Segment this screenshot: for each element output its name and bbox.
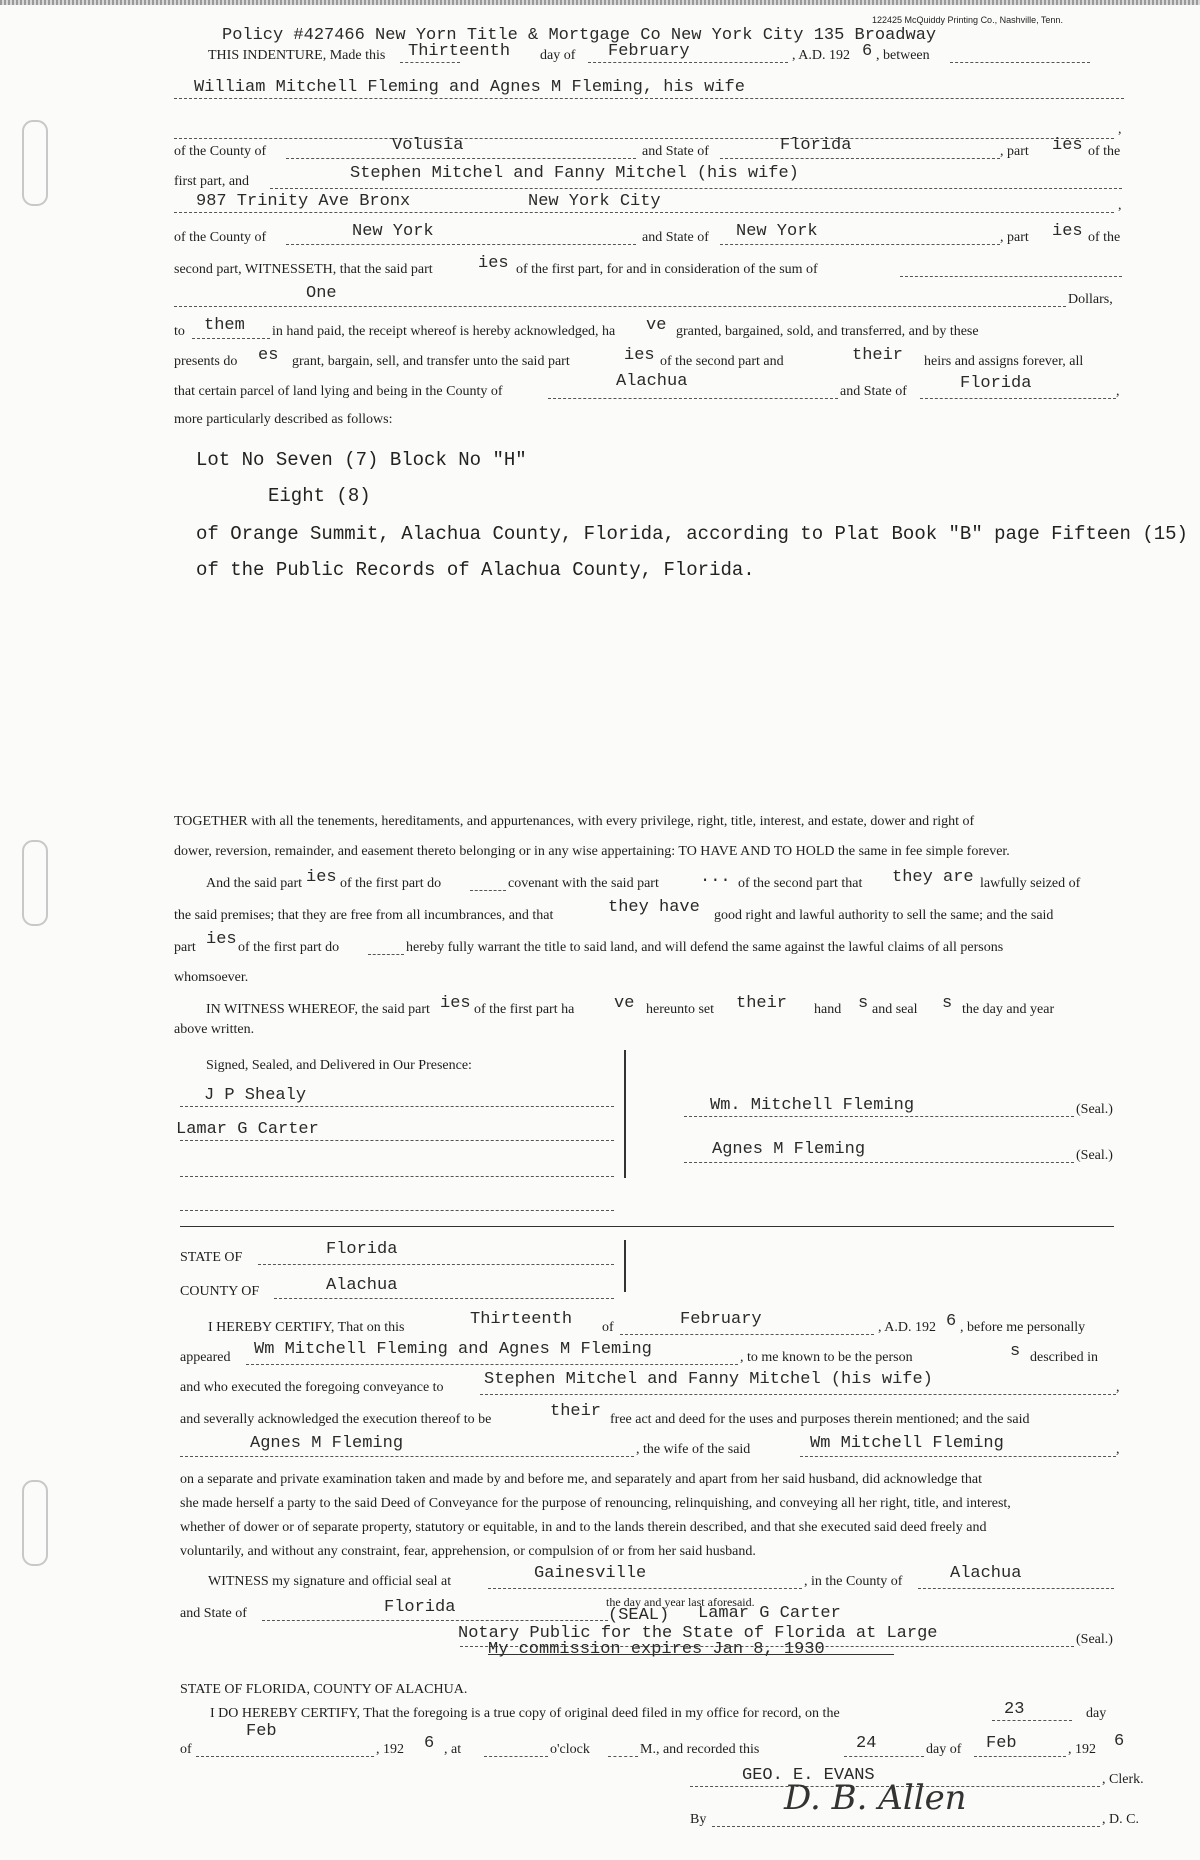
ack-their: their xyxy=(550,1402,602,1421)
ack-w-state: Florida xyxy=(384,1598,456,1617)
cov-2a: the said premises; that they are free from all incumbrances, and that xyxy=(174,908,554,923)
grantees: Stephen Mitchel and Fanny Mitchel (his wife) xyxy=(350,164,799,183)
ack-w3: and State of xyxy=(180,1606,247,1621)
cov-they-are: they are xyxy=(892,868,974,887)
ack-2a: appeared xyxy=(180,1350,231,1365)
record-heading: STATE OF FLORIDA, COUNTY OF ALACHUA. xyxy=(180,1682,468,1697)
commission: My commission expires Jan 8, 1930 xyxy=(488,1640,825,1659)
record-oclock: o'clock xyxy=(550,1742,590,1757)
seal-label-1: (Seal.) xyxy=(1076,1102,1113,1117)
cov-s3: ies xyxy=(206,930,237,949)
indenture-day: Thirteenth xyxy=(408,42,511,61)
ack-w4: the day and year last aforesaid. xyxy=(606,1595,755,1609)
witnesseth-1: second part, WITNESSETH, that the said part xyxy=(174,262,433,277)
presents-1: presents do xyxy=(174,354,238,369)
ack-2b: , to me known to be the person xyxy=(740,1350,913,1365)
ww-1c: hereunto set xyxy=(646,1002,715,1017)
notary-title: Notary Public for the State of Florida at Large xyxy=(458,1624,938,1643)
brace xyxy=(624,1050,626,1178)
county-1: Volusia xyxy=(392,136,464,155)
record-m: M., and recorded this xyxy=(640,1742,760,1757)
seal-label-2: (Seal.) xyxy=(1076,1148,1113,1163)
record-filed-day: 23 xyxy=(1004,1700,1025,1719)
state-2: New York xyxy=(736,222,818,241)
witnesseth-suffix: ies xyxy=(478,254,509,273)
ww-1a: IN WITNESS WHEREOF, the said part xyxy=(206,1002,430,1017)
parcel-state: Florida xyxy=(960,374,1032,393)
parcel-text: that certain parcel of land lying and being in the County of xyxy=(174,384,503,399)
ack-1d: , before me personally xyxy=(960,1320,1086,1335)
indenture-prefix: THIS INDENTURE, Made this xyxy=(208,48,386,63)
record-rec-month: Feb xyxy=(986,1734,1017,1753)
record-rec-day: 24 xyxy=(856,1734,877,1753)
deed-page: 122425 McQuiddy Printing Co., Nashville, Tenn. Policy #427466 New Yorn Title & Mortgage Co New York City 135 Broadway THIS INDENTURE, Made this Thirteenth day of February , A.D. 192 6 , between William Mitchell Fleming and Agnes M Fleming, his wife , of the County of Volusia and State of Florida , part ies of the first part, and Stephen Mitchel and Fanny Mitchel (his wife) 987 Trinity Ave Bronx New York City , of the County of New York and State of New York , part ies of the second part, WITNESSETH, that the said part ies of the first part, for and in consideration of the sum of One Dollars, to them in hand paid, the receipt whereof is hereby acknowledged, ha ve granted, bargained, sold, and transferred, and by these presents do es grant, bargain, sell, and transfer unto the said part ies of the second part and their heirs and assigns forever, all that certain parcel of land lying and being in the County of Alachua and State of Florida , more particularly described as follows: Lot No Seven (7) Block No "H" Eight (8) of Orange Summit, Alachua County, Florida, according to Plat Book "B" page Fifteen (15) of the Public Records of Alachua County, Florida. TOGETHER with all the tenements, hereditaments, and appurtenances, with every privilege, right, title, interest, and estate, dower and right of dower, reversion, remainder, and easement thereto belonging or in any wise appertaining: TO HAVE AND TO HOLD the same in fee simple forever. And the said part ies of the first part do covenant with the said part ... of the second part that they are lawfully seized of the said premises; that they are free from all incumbrances, and that they have good right and lawful authority to sell the same; and the said part ies of the first part do hereby fully warrant the title to said land, and will defend the same against the lawful claims of all persons whomsoever. IN WITNESS WHEREOF, the said part ies of the first part ha ve hereunto set their hand s and seal s the day and year above written. Signed, Sealed, and Delivered in Our Presence: J P Shealy Lamar G Carter Wm. Mitchell Fleming (Seal.) Agnes M Fleming (Seal.) STATE OF Florida COUNTY OF Alachua I HEREBY CERTIFY, That on this Thirteenth of February , A.D. 192 6 , before me personally appeared Wm Mitchell Fleming and Agnes M Fleming , to me known to be the person s described in and who executed the foregoing conveyance to Stephen Mitchel and Fanny Mitchel (his wife) , and severally acknowledged the execution thereof to be their free act and deed for the uses and purposes therein mentioned; and the said Agnes M Fleming , the wife of the said Wm Mitchell Fleming , on a separate and private examination taken and made by and before me, and separately and apart from her said husband, did acknowledge that she made herself a party to the said Deed of Conveyance for the purpose of renouncing, relinquishing, and conveying all her right, title, and interest, whether of dower or of separate property, statutory or equitable, in and to the lands therein described, and that she executed said deed freely and voluntarily, and without any constraint, fear, apprehension, or compulsion of or from her said husband. WITNESS my signature and official seal at Gainesville , in the County of Alachua and State of Florida the day and year last aforesaid. (SEAL) Lamar G Carter Notary Public for the State of Florida at Large (Seal.) My commission expires Jan 8, 1930 STATE OF FLORIDA, COUNTY OF ALACHUA. I DO HEREBY CERTIFY, That the foregoing is a true copy of original deed filed in my office for record, on the 23 day of Feb , 192 6 , at o'clock M., and recorded this 24 day of Feb , 192 6 GEO. E. EVANS , Clerk. By D. B. Allen , D. C. xyxy=(0,0,1200,1860)
printer-mark: 122425 McQuiddy Printing Co., Nashville, Tenn. xyxy=(872,15,1063,25)
ack-wife: Agnes M Fleming xyxy=(250,1434,404,1453)
sum-amount: One xyxy=(306,284,337,303)
deputy-signature: D. B. Allen xyxy=(784,1778,967,1818)
record-year-label: , 192 xyxy=(376,1742,404,1757)
ack-1c: , A.D. 192 xyxy=(878,1320,936,1335)
witnesseth-2: of the first part, for and in consideration of the sum of xyxy=(516,262,818,277)
paid-text-1: in hand paid, the receipt whereof is hereby acknowledged, ha xyxy=(272,324,616,339)
paid-whom: them xyxy=(204,316,245,335)
binder-hole xyxy=(22,1480,48,1566)
between-label: , between xyxy=(876,48,930,63)
indenture-year: 6 xyxy=(862,42,873,61)
together-2: dower, reversion, remainder, and easement thereto belonging or in any wise appertaining: TO HAVE AND TO HOLD the same in fee simple forever. xyxy=(174,844,1010,859)
first-part-label: first part, and xyxy=(174,174,250,189)
ack-4b: free act and deed for the uses and purposes therein mentioned; and the said xyxy=(610,1412,1030,1427)
dollars-label: Dollars, xyxy=(1068,292,1113,307)
binder-hole xyxy=(22,840,48,926)
ack-county-label: COUNTY OF xyxy=(180,1284,260,1299)
county-label-1: of the County of xyxy=(174,144,267,159)
paid-text-2: granted, bargained, sold, and transferred, and by these xyxy=(676,324,979,339)
by-label: By xyxy=(690,1812,707,1827)
seal-label-3: (Seal.) xyxy=(1076,1632,1113,1647)
ack-place: Gainesville xyxy=(534,1564,647,1583)
witness-1: J P Shealy xyxy=(204,1086,307,1105)
ww-1b: of the first part ha xyxy=(474,1002,575,1017)
part-suffix-2: ies xyxy=(1052,222,1083,241)
cov-1b: of the first part do xyxy=(340,876,442,891)
state-label-1: and State of xyxy=(642,144,709,159)
together-1: TOGETHER with all the tenements, hereditaments, and appurtenances, with every privilege, right, title, interest, and estate, dower and right of xyxy=(174,814,975,829)
ack-grantees: Stephen Mitchel and Fanny Mitchel (his wife) xyxy=(484,1370,933,1389)
part-label-2: , part xyxy=(1000,230,1029,245)
of-the-2: of the xyxy=(1088,230,1121,245)
cov-1d: of the second part that xyxy=(738,876,863,891)
cov-3c: hereby fully warrant the title to said land, and will defend the same against the lawful claims of all persons xyxy=(406,940,1004,955)
signature-1: Wm. Mitchell Fleming xyxy=(710,1096,915,1115)
presents-their: their xyxy=(852,346,904,365)
record-rec-year-label: , 192 xyxy=(1068,1742,1096,1757)
legal-line-3: of Orange Summit, Alachua County, Florida, according to Plat Book "B" page Fifteen (15) xyxy=(196,523,1188,545)
described-label: more particularly described as follows: xyxy=(174,412,393,427)
cov-3a: part xyxy=(174,940,196,955)
paid-to: to xyxy=(174,324,185,339)
legal-line-4: of the Public Records of Alachua County, Florida. xyxy=(196,559,755,581)
ack-5: , the wife of the said xyxy=(636,1442,751,1457)
cov-s2: ... xyxy=(700,868,731,887)
ack-w1: WITNESS my signature and official seal at xyxy=(208,1574,452,1589)
parcel-state-label: and State of xyxy=(840,384,907,399)
of-the-1: of the xyxy=(1088,144,1121,159)
ww-s2: ve xyxy=(614,994,635,1013)
record-filed-month: Feb xyxy=(246,1722,277,1741)
binder-hole xyxy=(22,120,48,206)
cov-1a: And the said part xyxy=(206,876,303,891)
legal-line-1: Lot No Seven (7) Block No "H" xyxy=(196,449,527,471)
ack-w2: , in the County of xyxy=(804,1574,903,1589)
cov-3b: of the first part do xyxy=(238,940,340,955)
ad-label: , A.D. 192 xyxy=(792,48,850,63)
record-rec-year: 6 xyxy=(1114,1732,1125,1751)
ack-3a: and who executed the foregoing conveyance to xyxy=(180,1380,444,1395)
county-2: New York xyxy=(352,222,434,241)
ack-state: Florida xyxy=(326,1240,398,1259)
ww-1d: hand xyxy=(814,1002,842,1017)
cov-4: whomsoever. xyxy=(174,970,249,985)
ww-their: their xyxy=(736,994,788,1013)
ww-s3: s xyxy=(858,994,869,1013)
signature-2: Agnes M Fleming xyxy=(712,1140,866,1159)
cov-1c: covenant with the said part xyxy=(508,876,659,891)
day-of-label: day of xyxy=(540,48,576,63)
ww-1e: and seal xyxy=(872,1002,918,1017)
ack-p1: on a separate and private examination taken and made by and before me, and separately and apart from her said husband, did acknowledge that xyxy=(180,1472,982,1487)
part-suffix-1: ies xyxy=(1052,136,1083,155)
part-label-1: , part xyxy=(1000,144,1029,159)
ww-s1: ies xyxy=(440,994,471,1013)
indenture-month: February xyxy=(608,42,690,61)
record-l1: I DO HEREBY CERTIFY, That the foregoing is a true copy of original deed filed in my office for record, on the xyxy=(210,1706,840,1721)
presents-suffix: ies xyxy=(624,346,655,365)
record-of: of xyxy=(180,1742,192,1757)
paid-have: ve xyxy=(646,316,667,335)
ack-1b: of xyxy=(602,1320,614,1335)
cov-s1: ies xyxy=(306,868,337,887)
city: New York City xyxy=(528,192,661,211)
cov-1e: lawfully seized of xyxy=(980,876,1081,891)
ack-s: s xyxy=(1010,1342,1021,1361)
ack-2c: described in xyxy=(1030,1350,1099,1365)
ww-s4: s xyxy=(942,994,953,1013)
clerk-name: GEO. E. EVANS xyxy=(742,1766,875,1785)
ack-month: February xyxy=(680,1310,762,1329)
ack-w-county: Alachua xyxy=(950,1564,1022,1583)
ack-p4: voluntarily, and without any constraint, fear, apprehension, or compulsion of or from her said husband. xyxy=(180,1544,756,1559)
policy-line: Policy #427466 New Yorn Title & Mortgage Co New York City 135 Broadway xyxy=(222,26,937,45)
presents-4: heirs and assigns forever, all xyxy=(924,354,1084,369)
record-day-of: day of xyxy=(926,1742,962,1757)
ww-1f: the day and year xyxy=(962,1002,1055,1017)
signed-label: Signed, Sealed, and Delivered in Our Presence: xyxy=(206,1058,472,1073)
ack-p2: she made herself a party to the said Deed of Conveyance for the purpose of renouncing, relinquishing, and conveying all her right, title, and interest, xyxy=(180,1496,1011,1511)
clerk-label: , Clerk. xyxy=(1102,1772,1144,1787)
ack-county: Alachua xyxy=(326,1276,398,1295)
presents-3: of the second part and xyxy=(660,354,784,369)
cov-they-have: they have xyxy=(608,898,700,917)
state-label-2: and State of xyxy=(642,230,709,245)
ack-4a: and severally acknowledged the execution thereof to be xyxy=(180,1412,492,1427)
ack-day: Thirteenth xyxy=(470,1310,573,1329)
witness-2: Lamar G Carter xyxy=(176,1120,319,1139)
presents-2: grant, bargain, sell, and transfer unto the said part xyxy=(292,354,570,369)
legal-line-2: Eight (8) xyxy=(268,485,371,507)
ack-seal: (SEAL) xyxy=(608,1606,670,1625)
ack-year: 6 xyxy=(946,1312,957,1331)
ack-appeared: Wm Mitchell Fleming and Agnes M Fleming xyxy=(254,1340,652,1359)
presents-does: es xyxy=(258,346,279,365)
street-address: 987 Trinity Ave Bronx xyxy=(196,192,411,211)
state-1: Florida xyxy=(780,136,852,155)
ack-p3: whether of dower or of separate property, statutory or equitable, in and to the lands therein described, and that she executed said deed freely and xyxy=(180,1520,987,1535)
county-label-2: of the County of xyxy=(174,230,267,245)
cov-2b: good right and lawful authority to sell the same; and the said xyxy=(714,908,1054,923)
record-at: , at xyxy=(444,1742,462,1757)
ack-state-label: STATE OF xyxy=(180,1250,243,1265)
dc-label: , D. C. xyxy=(1102,1812,1139,1827)
ack-husband: Wm Mitchell Fleming xyxy=(810,1434,1004,1453)
record-filed-year: 6 xyxy=(424,1734,435,1753)
record-day-label: day xyxy=(1086,1706,1107,1721)
parcel-county: Alachua xyxy=(616,372,688,391)
grantors: William Mitchell Fleming and Agnes M Fleming, his wife xyxy=(194,78,745,97)
top-rule xyxy=(0,0,1200,5)
ack-1a: I HEREBY CERTIFY, That on this xyxy=(208,1320,405,1335)
notary-name: Lamar G Carter xyxy=(698,1604,841,1623)
ww-2: above written. xyxy=(174,1022,255,1037)
